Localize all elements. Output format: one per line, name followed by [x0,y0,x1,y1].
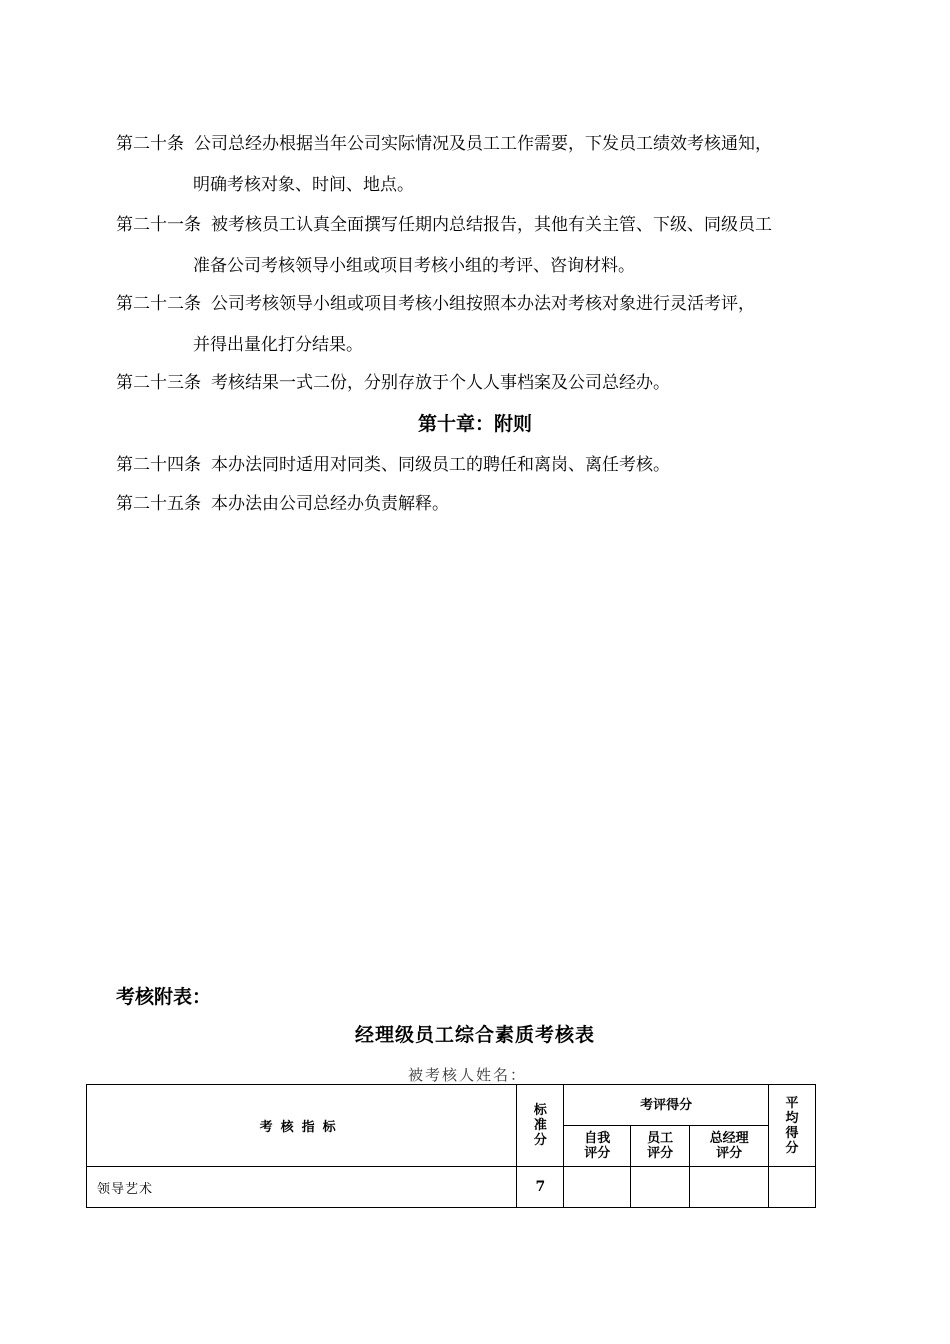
appendix-title: 考核附表： [116,986,212,1008]
article-number: 第二十三条 [116,373,201,393]
assessment-table [86,1084,816,1208]
article-text: 本办法同时适用对同类、同级员工的聘任和离岗、离任考核。 [211,455,670,475]
header-gm-score: 总经理 评分 [690,1126,769,1167]
table-title: 经理级员工综合素质考核表 [354,1024,595,1046]
article-number: 第二十四条 [116,455,201,475]
article-text: 考核结果一式二份，分别存放于个人人事档案及公司总经办。 [211,373,670,393]
row-gm-score[interactable] [690,1167,769,1208]
article-21-continuation: 准备公司考核领导小组或项目考核小组的考评、咨询材料。 [193,256,635,276]
header-index: 考核指标 [87,1085,517,1167]
article-number: 第二十条 [116,134,184,154]
header-review-group: 考评得分 [564,1085,769,1126]
article-22 [116,291,856,317]
chapter-heading: 第十章：附则 [417,413,532,435]
article-number: 第二十五条 [116,494,201,514]
article-20 [116,131,856,157]
table-row [87,1167,816,1208]
header-standard: 标 准 分 [517,1085,564,1167]
article-text: 公司考核领导小组或项目考核小组按照本办法对考核对象进行灵活考评， [211,294,755,314]
header-staff-score: 员工 评分 [631,1126,690,1167]
article-23 [116,370,856,396]
header-average: 平 均 得 分 [769,1085,816,1167]
article-25 [116,491,856,517]
article-20-continuation: 明确考核对象、时间、地点。 [193,175,414,195]
article-text: 本办法由公司总经办负责解释。 [211,494,449,514]
article-number: 第二十二条 [116,294,201,314]
article-number: 第二十一条 [116,215,201,235]
row-standard-score: 7 [517,1167,564,1208]
assessee-name-label: 被考核人姓名： [408,1066,528,1084]
header-self-score: 自我 评分 [564,1126,631,1167]
row-average-score[interactable] [769,1167,816,1208]
article-21 [116,212,856,238]
article-text: 被考核员工认真全面撰写任期内总结报告，其他有关主管、下级、同级员工 [211,215,772,235]
article-text: 公司总经办根据当年公司实际情况及员工工作需要，下发员工绩效考核通知， [194,134,772,154]
article-22-continuation: 并得出量化打分结果。 [193,335,363,355]
row-item: 领导艺术 [87,1167,517,1208]
row-self-score[interactable] [564,1167,631,1208]
article-24 [116,452,856,478]
row-staff-score[interactable] [631,1167,690,1208]
